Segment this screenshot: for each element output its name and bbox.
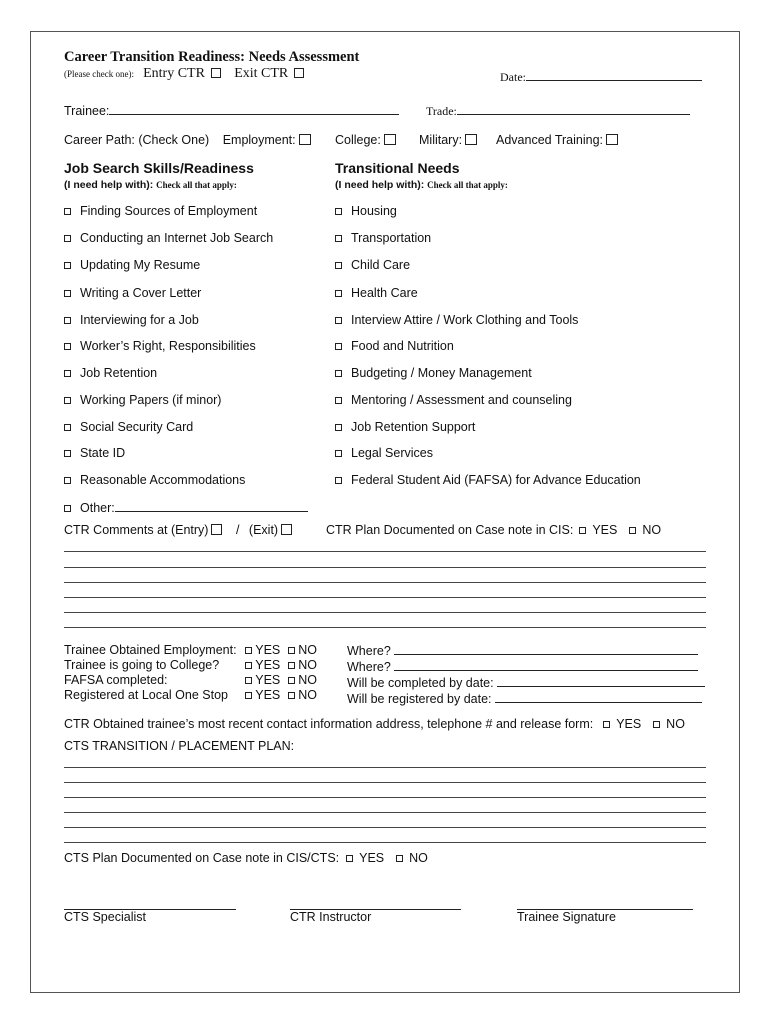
outcome-yes-no — [245, 643, 317, 703]
exit-ctr-checkbox[interactable] — [294, 68, 304, 78]
job-search-subheading — [64, 179, 237, 191]
plan-line[interactable] — [64, 842, 706, 843]
followup-label: Will be registered by date: — [347, 692, 492, 706]
other-label: Other: — [80, 501, 115, 515]
ctr-plan-documented-row — [326, 523, 661, 537]
contact-info-row — [64, 717, 685, 731]
followup-label: Where? — [347, 644, 391, 658]
outcome-no-checkbox[interactable] — [288, 692, 295, 699]
cts-plan-yes-label: YES — [359, 851, 385, 865]
outcome-no-label: NO — [298, 643, 317, 657]
job-item — [64, 231, 273, 245]
entry-ctr-checkbox[interactable] — [211, 68, 221, 78]
contact-info-label: CTR Obtained trainee’s most recent contact information address, telephone # and release form: — [64, 717, 594, 731]
outcome-yes-label: YES — [255, 643, 281, 657]
followup-input[interactable] — [497, 675, 705, 687]
need-item — [335, 286, 418, 300]
date-label: Date: — [500, 70, 526, 84]
job-item — [64, 286, 201, 300]
job-item-checkbox[interactable] — [64, 317, 71, 324]
trainee-input[interactable] — [109, 103, 399, 115]
please-check-label: (Please check one): — [64, 69, 134, 79]
comments-slash: / — [235, 523, 240, 537]
cts-plan-documented-label: CTS Plan Documented on Case note in CIS/CTS: — [64, 851, 340, 865]
job-item — [64, 420, 193, 434]
need-item-checkbox[interactable] — [335, 317, 342, 324]
ctr-comments-row — [64, 523, 292, 537]
employment-label: Employment: — [222, 133, 296, 147]
trainee-label: Trainee: — [64, 104, 110, 118]
outcome-no-label: NO — [298, 673, 317, 687]
cts-plan-yes-checkbox[interactable] — [346, 855, 353, 862]
outcome-followup — [347, 675, 705, 691]
military-option — [419, 133, 477, 147]
comment-line[interactable] — [64, 551, 706, 552]
date-input[interactable] — [526, 69, 702, 81]
need-item-label: Federal Student Aid (FAFSA) for Advance Education — [351, 473, 641, 487]
outcome-options — [245, 643, 317, 658]
job-item-label: Finding Sources of Employment — [80, 204, 258, 218]
transitional-check-all: Check all that apply: — [427, 180, 508, 190]
plan-line[interactable] — [64, 797, 706, 798]
entry-exit-row — [64, 66, 304, 82]
comments-entry-checkbox[interactable] — [211, 524, 222, 535]
entry-ctr-label: Entry CTR — [143, 66, 205, 81]
job-item-label: Worker’s Right, Responsibilities — [80, 339, 256, 353]
outcome-followup — [347, 691, 705, 707]
outcome-no-checkbox[interactable] — [288, 647, 295, 654]
job-item-label: Social Security Card — [80, 420, 194, 434]
need-item-label: Transportation — [351, 231, 432, 245]
plan-line[interactable] — [64, 812, 706, 813]
outcome-yes-checkbox[interactable] — [245, 677, 252, 684]
job-item-checkbox[interactable] — [64, 290, 71, 297]
need-item-label: Interview Attire / Work Clothing and Tools — [351, 313, 579, 327]
need-item-checkbox[interactable] — [335, 343, 342, 350]
need-item-checkbox[interactable] — [335, 262, 342, 269]
contact-no-checkbox[interactable] — [653, 721, 660, 728]
plan-line[interactable] — [64, 767, 706, 768]
job-item — [64, 204, 257, 218]
outcome-label: FAFSA completed: — [64, 673, 168, 687]
career-path-row — [64, 133, 311, 147]
outcome-yes-checkbox[interactable] — [245, 692, 252, 699]
job-item — [64, 473, 245, 487]
military-checkbox[interactable] — [465, 134, 477, 145]
cts-plan-no-checkbox[interactable] — [396, 855, 403, 862]
outcome-followup — [347, 643, 705, 659]
need-item — [335, 446, 433, 460]
job-item-checkbox[interactable] — [64, 343, 71, 350]
advanced-training-option — [496, 133, 618, 147]
outcome-label: Trainee is going to College? — [64, 658, 220, 672]
employment-checkbox[interactable] — [299, 134, 311, 145]
trade-input[interactable] — [457, 103, 690, 115]
other-input[interactable] — [115, 500, 308, 512]
need-item-checkbox[interactable] — [335, 208, 342, 215]
contact-yes-label: YES — [616, 717, 642, 731]
followup-label: Will be completed by date: — [347, 676, 494, 690]
other-checkbox[interactable] — [64, 505, 71, 512]
job-search-help-label: (I need help with): — [64, 179, 154, 191]
outcome-yes-checkbox[interactable] — [245, 647, 252, 654]
outcome-yes-label: YES — [255, 673, 281, 687]
outcome-followup — [347, 659, 705, 675]
outcome-yes-label: YES — [255, 688, 281, 702]
job-item-label: Interviewing for a Job — [80, 313, 199, 327]
outcome-options — [245, 658, 317, 673]
job-item-label: Job Retention — [80, 366, 158, 380]
outcome-yes-checkbox[interactable] — [245, 662, 252, 669]
need-item-label: Housing — [351, 204, 397, 218]
ctr-comments-label: CTR Comments at (Entry) — [64, 523, 209, 537]
job-item-label: State ID — [80, 446, 126, 460]
comment-line[interactable] — [64, 612, 706, 613]
need-item-label: Health Care — [351, 286, 418, 300]
comment-line[interactable] — [64, 597, 706, 598]
outcome-no-label: NO — [298, 658, 317, 672]
transitional-heading: Transitional Needs — [335, 160, 460, 176]
job-search-heading: Job Search Skills/Readiness — [64, 160, 254, 176]
cts-specialist-label: CTS Specialist — [64, 910, 146, 924]
need-item — [335, 393, 572, 407]
career-path-label: Career Path: (Check One) — [64, 133, 210, 147]
trainee-field — [64, 103, 399, 118]
outcome-options — [245, 673, 317, 688]
job-item-checkbox[interactable] — [64, 450, 71, 457]
need-item — [335, 420, 475, 434]
job-item — [64, 339, 256, 353]
form-title: Career Transition Readiness: Needs Assessment — [64, 49, 360, 65]
comment-line[interactable] — [64, 627, 706, 628]
military-label: Military: — [419, 133, 463, 147]
job-item — [64, 258, 200, 272]
job-item-checkbox[interactable] — [64, 208, 71, 215]
need-item — [335, 313, 578, 327]
job-item-checkbox[interactable] — [64, 370, 71, 377]
job-item — [64, 446, 125, 460]
need-item-label: Mentoring / Assessment and counseling — [351, 393, 572, 407]
outcome-followups — [347, 643, 705, 707]
job-item-checkbox[interactable] — [64, 262, 71, 269]
outcome-label: Trainee Obtained Employment: — [64, 643, 237, 657]
job-item — [64, 366, 157, 380]
followup-input[interactable] — [394, 643, 698, 655]
form-page — [30, 31, 740, 993]
outcome-no-checkbox[interactable] — [288, 662, 295, 669]
transitional-subheading — [335, 179, 508, 191]
need-item — [335, 339, 454, 353]
need-item-label: Job Retention Support — [351, 420, 476, 434]
need-item — [335, 258, 410, 272]
need-item-checkbox[interactable] — [335, 397, 342, 404]
ctr-plan-yes-label: YES — [592, 523, 618, 537]
followup-label: Where? — [347, 660, 391, 674]
plan-line[interactable] — [64, 782, 706, 783]
need-item-checkbox[interactable] — [335, 450, 342, 457]
outcome-no-checkbox[interactable] — [288, 677, 295, 684]
need-item-label: Budgeting / Money Management — [351, 366, 532, 380]
outcome-no-label: NO — [298, 688, 317, 702]
need-item-checkbox[interactable] — [335, 477, 342, 484]
outcome-label: Registered at Local One Stop — [64, 688, 228, 702]
job-item — [64, 393, 221, 407]
college-option — [335, 133, 396, 147]
job-item — [64, 313, 199, 327]
trade-label: Trade: — [426, 104, 457, 118]
ctr-plan-yes-checkbox[interactable] — [579, 527, 586, 534]
comment-line[interactable] — [64, 567, 706, 568]
college-checkbox[interactable] — [384, 134, 396, 145]
job-item-label: Writing a Cover Letter — [80, 286, 202, 300]
cts-plan-documented-row — [64, 851, 428, 865]
job-item-checkbox[interactable] — [64, 397, 71, 404]
ctr-instructor-label: CTR Instructor — [290, 910, 372, 924]
need-item-checkbox[interactable] — [335, 235, 342, 242]
advanced-training-label: Advanced Training: — [496, 133, 604, 147]
followup-input[interactable] — [495, 691, 702, 703]
job-item-label: Conducting an Internet Job Search — [80, 231, 274, 245]
need-item-checkbox[interactable] — [335, 370, 342, 377]
advanced-training-checkbox[interactable] — [606, 134, 618, 145]
outcome-labels — [64, 643, 237, 703]
ctr-plan-no-checkbox[interactable] — [629, 527, 636, 534]
cts-plan-no-label: NO — [409, 851, 428, 865]
job-item-checkbox[interactable] — [64, 235, 71, 242]
job-item-label: Working Papers (if minor) — [80, 393, 222, 407]
placement-plan-heading: CTS TRANSITION / PLACEMENT PLAN: — [64, 739, 295, 753]
comment-line[interactable] — [64, 582, 706, 583]
transitional-help-label: (I need help with): — [335, 179, 425, 191]
need-item-checkbox[interactable] — [335, 424, 342, 431]
followup-input[interactable] — [394, 659, 698, 671]
ctr-plan-no-label: NO — [642, 523, 662, 537]
comments-exit-checkbox[interactable] — [281, 524, 292, 535]
job-item-checkbox[interactable] — [64, 477, 71, 484]
job-item-label: Reasonable Accommodations — [80, 473, 246, 487]
need-item — [335, 473, 641, 487]
trainee-signature-label: Trainee Signature — [517, 910, 616, 924]
job-item-other — [64, 500, 308, 515]
job-item-label: Updating My Resume — [80, 258, 201, 272]
exit-ctr-label: Exit CTR — [234, 66, 289, 81]
plan-line[interactable] — [64, 827, 706, 828]
contact-no-label: NO — [666, 717, 685, 731]
outcome-options — [245, 688, 317, 703]
need-item-checkbox[interactable] — [335, 290, 342, 297]
job-search-check-all: Check all that apply: — [156, 180, 237, 190]
ctr-plan-documented-label: CTR Plan Documented on Case note in CIS: — [326, 523, 574, 537]
contact-yes-checkbox[interactable] — [603, 721, 610, 728]
need-item — [335, 204, 397, 218]
date-field — [500, 69, 702, 85]
need-item-label: Legal Services — [351, 446, 433, 460]
need-item-label: Child Care — [351, 258, 411, 272]
comments-exit-label: (Exit) — [248, 523, 279, 537]
trade-field — [426, 103, 690, 119]
need-item — [335, 366, 532, 380]
outcome-yes-label: YES — [255, 658, 281, 672]
college-label: College: — [335, 133, 381, 147]
job-item-checkbox[interactable] — [64, 424, 71, 431]
need-item — [335, 231, 431, 245]
need-item-label: Food and Nutrition — [351, 339, 454, 353]
